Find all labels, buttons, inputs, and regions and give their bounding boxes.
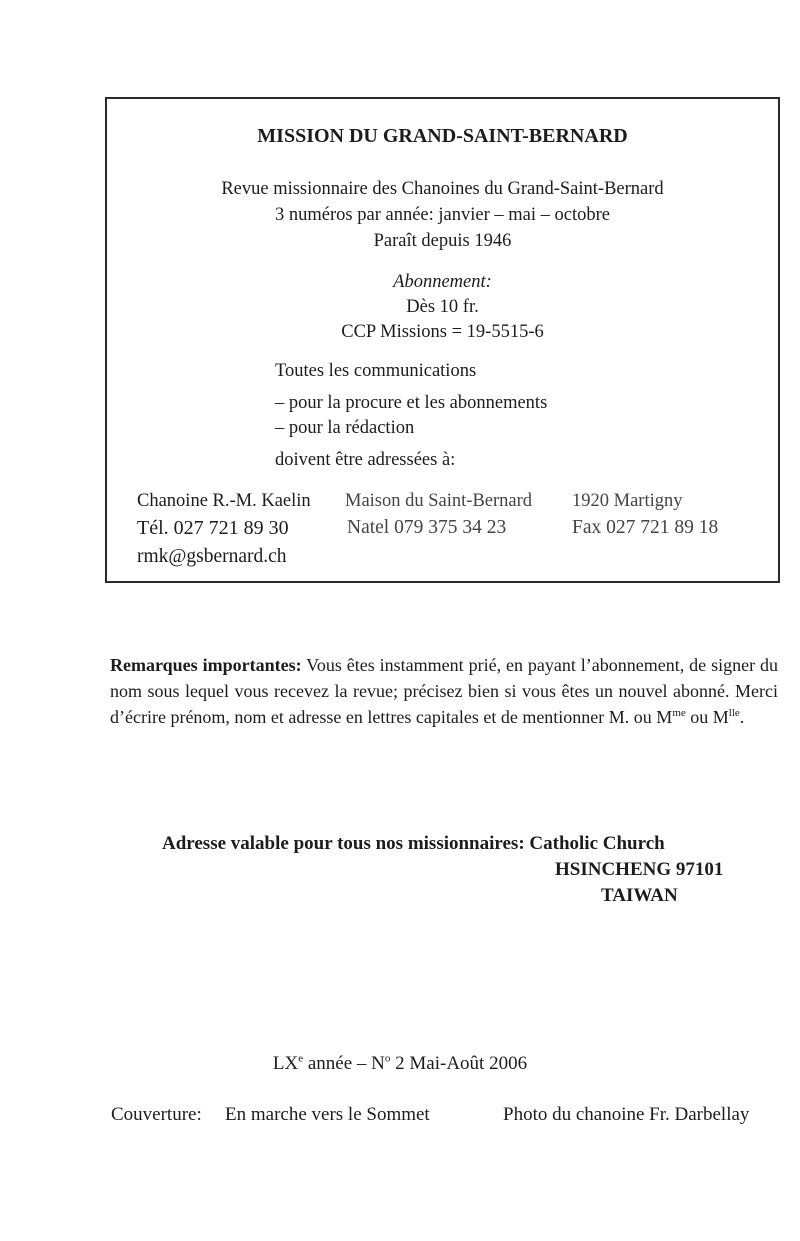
issue-sup-e: e xyxy=(298,1052,304,1065)
remarks-sup-lle: lle xyxy=(728,707,740,719)
contact-name: Chanoine R.-M. Kaelin xyxy=(137,491,311,511)
issue-info xyxy=(0,1053,800,1075)
remarks-text-b: un nouvel abonné. Merci d’écrire prénom, nom et adresse en lettres capitales et de mentionner M. ou M xyxy=(110,681,779,727)
contact-natel: Natel 079 375 34 23 xyxy=(347,517,507,538)
cover-photo-credit: Photo du chanoine Fr. Darbellay xyxy=(503,1104,750,1125)
subscription-heading: Abonnement: xyxy=(393,272,492,292)
cover-label: Couverture: xyxy=(111,1104,202,1125)
contact-city: 1920 Martigny xyxy=(572,491,683,511)
cover-caption: En marche vers le Sommet xyxy=(225,1104,430,1125)
issue-sup-o: o xyxy=(384,1052,391,1065)
remarks-label: Remarques importantes: xyxy=(110,655,302,675)
communications-intro: Toutes les communications xyxy=(275,361,477,381)
communications-item-procure: – pour la procure et les abonnements xyxy=(275,393,548,413)
communications-outro: doivent être adressées à: xyxy=(275,450,456,470)
remarks-or: ou M xyxy=(685,707,729,727)
remarks-text-a: Vous êtes instamment prié, en payant l’abonnement, de signer du nom sous lequel vous recevez la revue; précisez bien si vous êtes xyxy=(110,655,778,701)
postal-account: CCP Missions = 19-5515-6 xyxy=(341,322,544,342)
subscription-price: Dès 10 fr. xyxy=(406,297,479,317)
revue-description: Revue missionnaire des Chanoines du Grand-Saint-Bernard xyxy=(221,179,664,199)
mission-address-lead: Adresse valable pour tous nos missionnaires: Catholic Church xyxy=(162,833,665,854)
mission-address-city: HSINCHENG 97101 xyxy=(555,859,724,880)
issue-mid: année – N xyxy=(303,1053,385,1074)
issue-prefix: LX xyxy=(272,1053,299,1074)
info-box xyxy=(105,97,780,583)
remarks-end: . xyxy=(739,707,745,727)
contact-email[interactable]: rmk@gsbernard.ch xyxy=(137,546,287,567)
contact-fax: Fax 027 721 89 18 xyxy=(572,517,719,538)
communications-item-redaction: – pour la rédaction xyxy=(275,418,415,438)
page-title: MISSION DU GRAND-SAINT-BERNARD xyxy=(257,125,628,147)
remarks-sup-me: me xyxy=(672,707,686,719)
issue-frequency: 3 numéros par année: janvier – mai – octobre xyxy=(275,205,610,225)
issue-rest: 2 Mai-Août 2006 xyxy=(390,1053,528,1074)
contact-house: Maison du Saint-Bernard xyxy=(345,491,533,511)
publication-since: Paraît depuis 1946 xyxy=(373,231,512,251)
mission-address-country: TAIWAN xyxy=(601,885,678,906)
important-remarks xyxy=(110,652,778,730)
contact-tel: Tél. 027 721 89 30 xyxy=(137,517,289,539)
